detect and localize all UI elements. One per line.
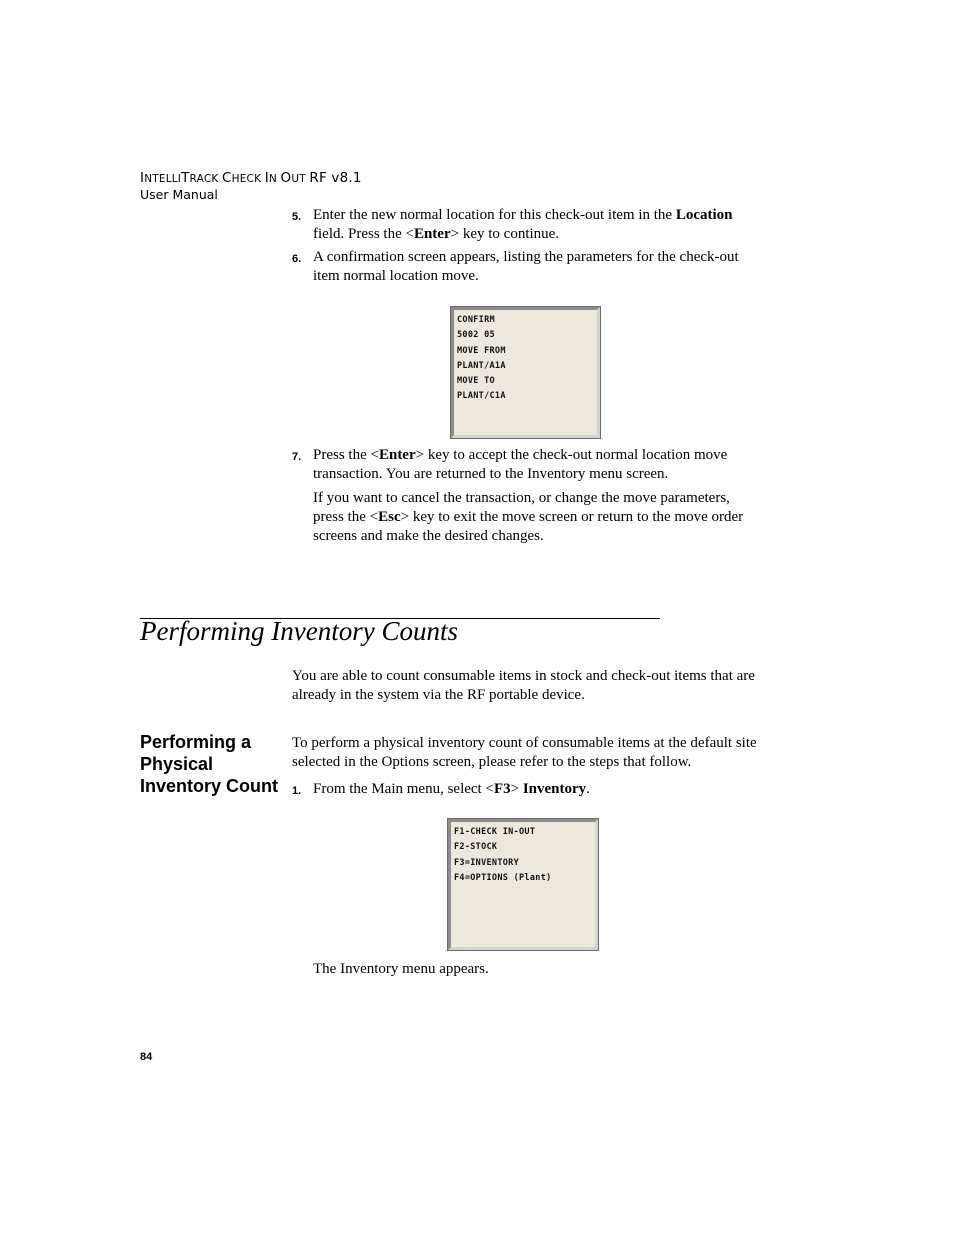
screen-line: PLANT/A1A <box>457 360 506 371</box>
screen-line: 5002 05 <box>457 330 495 341</box>
step-text: Press the <Enter> key to accept the check-out normal location move transaction. You are returned to the Inventory menu screen. <box>313 447 728 482</box>
step-7 <box>292 446 762 546</box>
step-1 <box>292 780 762 799</box>
step-number: 7. <box>292 451 302 463</box>
screen-line: F4=OPTIONS (Plant) <box>454 872 552 883</box>
after-screen-text: The Inventory menu appears. <box>313 961 489 977</box>
step-number: 6. <box>292 253 302 265</box>
rf-confirm-screen <box>451 307 600 438</box>
step-text: A confirmation screen appears, listing the parameters for the check-out item normal location move. <box>313 249 739 284</box>
page-number: 84 <box>140 1051 153 1063</box>
running-header-manual: User Manual <box>140 187 218 202</box>
subsection-title: Performing a Physical Inventory Count <box>140 732 278 796</box>
screen-line: F3=INVENTORY <box>454 857 520 868</box>
screen-line: F1-CHECK IN-OUT <box>454 827 536 837</box>
screen-line: PLANT/C1A <box>457 391 506 402</box>
step-text: Enter the new normal location for this check-out item in the Location field. Press the <Enter> key to continue. <box>313 207 733 242</box>
screen-line: CONFIRM <box>457 315 495 325</box>
product-version: RF v8.1 <box>309 170 362 186</box>
screen-line: F2-STOCK <box>454 842 498 853</box>
running-header-product: INTELLITRACK CHECK IN OUT RF v8.1 <box>140 170 362 186</box>
step-5 <box>292 206 762 244</box>
subsection-intro: To perform a physical inventory count of consumable items at the default site selected in the Options screen, please refer to the steps that follow. <box>292 735 757 770</box>
screen-line: MOVE TO <box>457 376 495 387</box>
step-number: 1. <box>292 785 302 797</box>
step-number: 5. <box>292 211 302 223</box>
step-text: From the Main menu, select <F3> Inventory. <box>313 781 590 797</box>
screen-line: MOVE FROM <box>457 345 506 356</box>
section-intro: You are able to count consumable items in stock and check-out items that are already in the system via the RF portable device. <box>292 668 755 703</box>
rf-main-menu-screen <box>448 819 598 950</box>
step-6 <box>292 248 762 286</box>
step-note: If you want to cancel the transaction, or change the move parameters, press the <Esc> key to exit the move screen or return to the move order screens and make the desired changes. <box>313 490 744 544</box>
section-title: Performing Inventory Counts <box>140 616 458 646</box>
